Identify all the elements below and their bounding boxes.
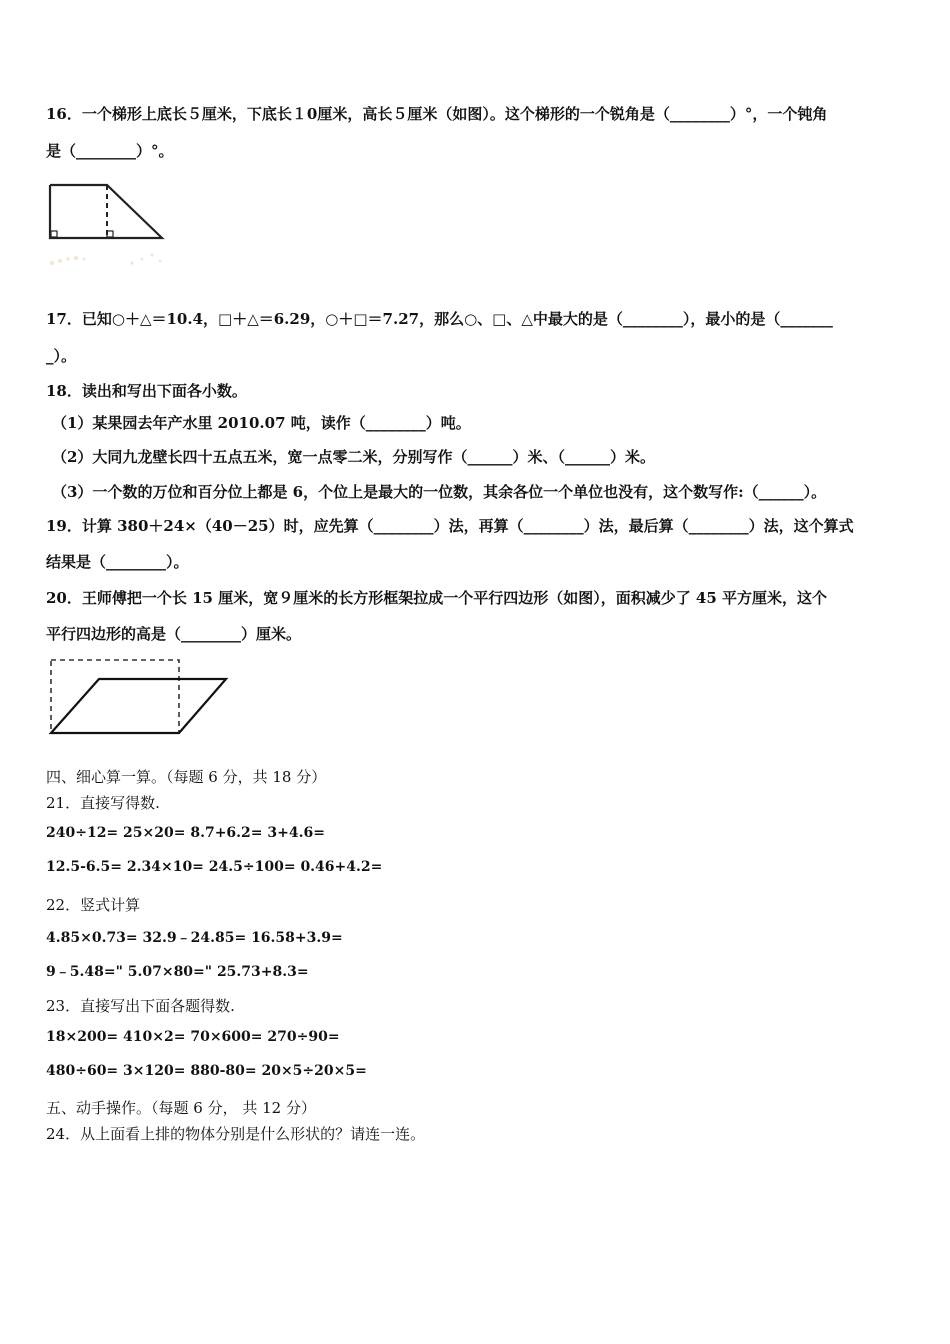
q23-title: 23．直接写出下面各题得数. xyxy=(46,997,235,1015)
q21-row2: 12.5-6.5= 2.34×10= 24.5÷100= 0.46+4.2= xyxy=(46,859,383,875)
section5-title: 五、动手操作。（每题 6 分， 共 12 分） xyxy=(46,1099,316,1117)
q24-text: 24．从上面看上排的物体分别是什么形状的？请连一连。 xyxy=(46,1125,426,1143)
q22-row2: 9﹣5.48=" 5.07×80=" 25.73+8.3= xyxy=(46,964,309,980)
q23-row2: 480÷60= 3×120= 880-80= 20×5÷20×5= xyxy=(46,1063,367,1079)
q21-row1: 240÷12= 25×20= 8.7+6.2= 3+4.6= xyxy=(46,825,325,841)
q22-row1: 4.85×0.73= 32.9﹣24.85= 16.58+3.9= xyxy=(46,930,343,946)
q16-line2: 是（________）°。 xyxy=(46,142,174,160)
q19-line2: 结果是（________）。 xyxy=(46,553,189,571)
q18-part2: （2）大同九龙壁长四十五点五米，宽一点零二米，分别写作（______）米、（______）米。 xyxy=(52,448,655,466)
trapezoid-figure xyxy=(40,175,175,275)
q18-part3: （3）一个数的万位和百分位上都是 6，个位上是最大的一位数，其余各位一个单位也没有，这个数写作:（______）。 xyxy=(52,483,827,501)
q21-title: 21．直接写得数. xyxy=(46,794,160,812)
q17-line1: 17．已知○＋△＝10.4，□＋△＝6.29，○＋□＝7.27，那么○、□、△中最大的是（________），最小的是（_______ xyxy=(46,310,833,328)
q17-line2: _）。 xyxy=(46,347,77,365)
q18-part1: （1）某果园去年产水里 2010.07 吨，读作（________）吨。 xyxy=(52,414,471,432)
section4-title: 四、细心算一算。（每题 6 分，共 18 分） xyxy=(46,768,327,786)
q23-row1: 18×200= 410×2= 70×600= 270÷90= xyxy=(46,1029,340,1045)
parallelogram-figure xyxy=(44,655,234,740)
q16-line1: 16．一个梯形上底长５厘米，下底长１0厘米，高长５厘米（如图）。这个梯形的一个锐角是（________）°，一个钝角 xyxy=(46,105,828,123)
q20-line2: 平行四边形的高是（________）厘米。 xyxy=(46,625,302,643)
q19-line1: 19．计算 380＋24×（40－25）时，应先算（________）法，再算（________）法，最后算（________）法，这个算式 xyxy=(46,517,854,535)
q20-line1: 20．王师傅把一个长 15 厘米，宽９厘米的长方形框架拉成一个平行四边形（如图），面积减少了 45 平方厘米，这个 xyxy=(46,589,828,607)
q22-title: 22．竖式计算 xyxy=(46,896,141,914)
q18-title: 18．读出和写出下面各小数。 xyxy=(46,382,247,400)
